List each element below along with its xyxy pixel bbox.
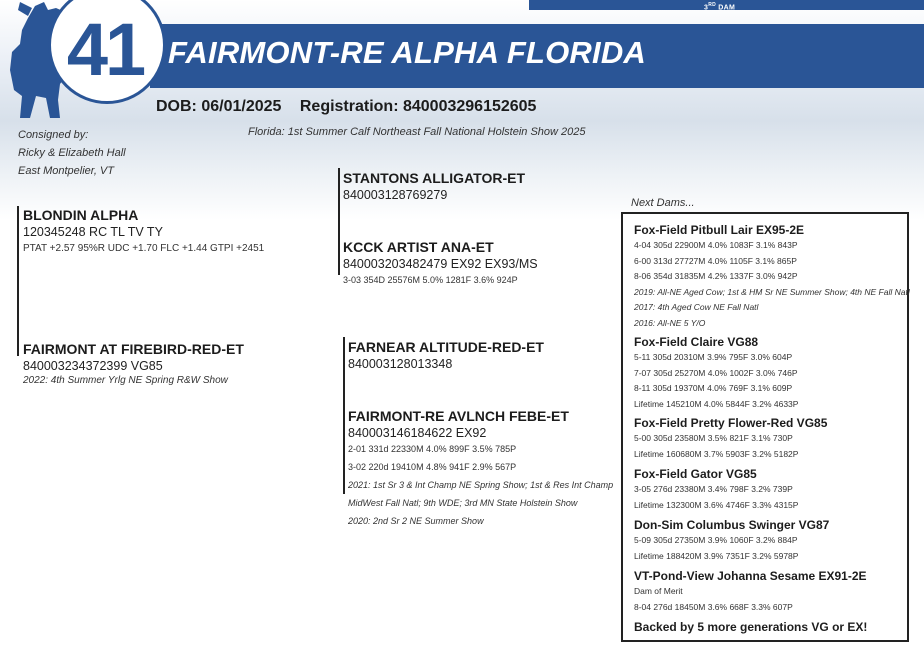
dam-dam-note-2: MidWest Fall Natl; 9th WDE; 3rd MN State Holstein Show (348, 498, 578, 508)
next-dam-name: VT-Pond-View Johanna Sesame EX91-2E (634, 569, 867, 583)
next-dam-line: 7-07 305d 25270M 4.0% 1002F 3.0% 746P (634, 367, 798, 378)
backed-by-note: Backed by 5 more generations VG or EX! (634, 620, 868, 634)
dam-sire-number: 840003128013348 (348, 357, 453, 371)
next-dam-4 (634, 466, 798, 513)
next-dam-line: Lifetime 145210M 4.0% 5844F 3.2% 4633P (634, 398, 799, 409)
next-dams-box (621, 212, 909, 642)
sire-block (23, 207, 264, 254)
next-dam-line: Lifetime 188420M 3.9% 7351F 3.2% 5978P (634, 550, 799, 561)
dam-sire-connector-line (343, 337, 345, 494)
next-dam-name: Fox-Field Gator VG85 (634, 467, 757, 481)
dam-dam-block (348, 408, 613, 530)
dam-dam-name: FAIRMONT-RE AVLNCH FEBE-ET (348, 408, 569, 424)
next-dam-line: 4-04 305d 22900M 4.0% 1083F 3.1% 843P (634, 240, 798, 250)
dam-note: 2022: 4th Summer Yrlg NE Spring R&W Show (23, 375, 228, 386)
next-dam-line: 5-00 305d 23580M 3.5% 821F 3.1% 730P (634, 433, 793, 443)
dam-sire-name: FARNEAR ALTITUDE-RED-ET (348, 339, 544, 355)
next-dam-5 (634, 517, 829, 564)
next-dam-line: 6-00 313d 27727M 4.0% 1105F 3.1% 865P (634, 255, 797, 266)
sire-sire-block (343, 170, 525, 202)
next-dam-line: Lifetime 160680M 3.7% 5903F 3.2% 5182P (634, 448, 799, 459)
next-dam-name: Fox-Field Claire VG88 (634, 335, 759, 349)
next-dam-3 (634, 415, 827, 462)
next-dam-line: 3-05 276d 23380M 3.4% 798F 3.2% 739P (634, 484, 793, 494)
next-dam-line: 8-11 305d 19370M 4.0% 769F 3.1% 609P (634, 383, 793, 393)
sire-dam-record: 3-03 354D 25576M 5.0% 1281F 3.6% 924P (343, 275, 518, 285)
dam-name: FAIRMONT AT FIREBIRD-RED-ET (23, 341, 244, 357)
sire-sire-number: 840003128769279 (343, 188, 448, 202)
consigned-label: Consigned by: (18, 129, 89, 141)
dam-sire-block (348, 339, 544, 371)
registration-text: Registration: 840003296152605 (299, 98, 537, 115)
next-dam-line: 8-04 276d 18450M 3.6% 668F 3.3% 607P (634, 601, 793, 612)
next-dam-line: 5-11 305d 20310M 3.9% 795F 3.0% 604P (634, 352, 793, 362)
next-dam-line: Lifetime 132300M 3.6% 4746F 3.3% 4315P (634, 499, 799, 510)
next-dam-note: 2017: 4th Aged Cow NE Fall Natl (634, 302, 759, 312)
consigned-location: East Montpelier, VT (18, 165, 114, 177)
dam-dam-record-2: 3-02 220d 19410M 4.8% 941F 2.9% 567P (348, 462, 517, 472)
dob-registration-line (156, 98, 550, 116)
sire-dam-block (343, 239, 538, 289)
next-dam-note: 2019: All-NE Aged Cow; 1st & HM Sr NE Summer Show; 4th NE Fall Natl (634, 286, 910, 297)
lot-number: 41 (66, 8, 144, 91)
next-dam-line: 5-09 305d 27350M 3.9% 1060F 3.2% 884P (634, 535, 798, 545)
next-dam-2 (634, 334, 798, 412)
next-dam-name: Don-Sim Columbus Swinger VG87 (634, 518, 830, 532)
dam-dam-number: 840003146184622 EX92 (348, 426, 487, 440)
next-dam-name: Fox-Field Pretty Flower-Red VG85 (634, 416, 828, 430)
next-dam-name: Fox-Field Pitbull Lair EX95-2E (634, 223, 805, 237)
next-dam-6 (634, 568, 867, 615)
dam-tag: 3RD DAM (704, 2, 736, 12)
consigned-by (18, 126, 126, 180)
dob-text: DOB: 06/01/2025 (156, 98, 282, 115)
next-dam-line: Dam of Merit (634, 586, 683, 596)
sire-dam-number: 840003203482479 EX92 EX93/MS (343, 257, 538, 271)
sire-connector-line (17, 206, 19, 356)
dam-number: 840003234372399 VG85 (23, 359, 163, 373)
sire-name: BLONDIN ALPHA (23, 207, 139, 223)
sire-sire-name: STANTONS ALLIGATOR-ET (343, 170, 525, 186)
dam-dam-note-3: 2020: 2nd Sr 2 NE Summer Show (348, 516, 484, 526)
consigned-name: Ricky & Elizabeth Hall (18, 147, 126, 159)
next-dam-note: 2016: All-NE 5 Y/O (634, 317, 706, 328)
next-dam-line: 8-06 354d 31835M 4.2% 1337F 3.0% 942P (634, 271, 798, 281)
next-dams-label: Next Dams... (631, 197, 695, 209)
dam-dam-note-1: 2021: 1st Sr 3 & Int Champ NE Spring Show; 1st & Res Int Champ (348, 480, 614, 490)
page-title: FAIRMONT-RE ALPHA FLORIDA (168, 35, 647, 70)
dam-block (23, 341, 244, 386)
show-result: Florida: 1st Summer Calf Northeast Fall National Holstein Show 2025 (248, 126, 586, 138)
sire-number: 120345248 RC TL TV TY (23, 225, 163, 239)
sire-sire-connector-line (338, 168, 340, 275)
sire-stats: PTAT +2.57 95%R UDC +1.70 FLC +1.44 GTPI +2451 (23, 243, 265, 254)
sire-dam-name: KCCK ARTIST ANA-ET (343, 239, 494, 255)
dam-dam-record-1: 2-01 331d 22330M 4.0% 899F 3.5% 785P (348, 444, 517, 454)
next-dam-1 (634, 222, 910, 331)
